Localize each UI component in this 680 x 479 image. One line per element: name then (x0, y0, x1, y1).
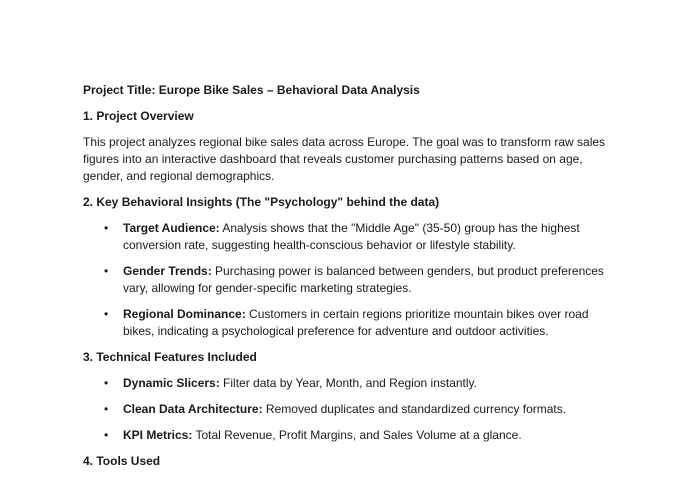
list-item (83, 220, 623, 254)
list-item (83, 427, 623, 444)
document-page (83, 82, 623, 479)
bullet-label: Dynamic Slicers: (123, 376, 220, 390)
project-title: Project Title: Europe Bike Sales – Behavioral Data Analysis (83, 83, 420, 97)
bullet-text: Removed duplicates and standardized currency formats. (262, 402, 567, 416)
bullet-icon: • (104, 307, 109, 321)
overview-paragraph: This project analyzes regional bike sales data across Europe. The goal was to transform raw sales figures into an interactive dashboard that reveals customer purchasing patterns based on age, gender, and regional demographics. (83, 135, 606, 183)
bullet-icon: • (104, 428, 109, 442)
technical-list (83, 375, 623, 444)
section-heading-insights: 2. Key Behavioral Insights (The "Psychology" behind the data) (83, 195, 440, 209)
bullet-label: Clean Data Architecture: (123, 402, 263, 416)
list-item (83, 401, 623, 418)
section-heading-technical: 3. Technical Features Included (83, 350, 257, 364)
list-item (83, 375, 623, 392)
bullet-label: KPI Metrics: (123, 428, 193, 442)
bullet-label: Regional Dominance: (123, 307, 246, 321)
bullet-icon: • (104, 264, 109, 278)
section-heading-tools: 4. Tools Used (83, 454, 161, 468)
bullet-text: Customers in certain regions prioritize mountain bikes over road bikes, indicating a psychological preference for adventure and outdoor activities. (123, 307, 589, 338)
bullet-text: Total Revenue, Profit Margins, and Sales Volume at a glance. (192, 428, 522, 442)
bullet-label: Target Audience: (123, 221, 220, 235)
insights-list (83, 220, 623, 340)
bullet-icon: • (104, 221, 109, 235)
bullet-icon: • (104, 376, 109, 390)
bullet-label: Gender Trends: (123, 264, 212, 278)
bullet-text: Analysis shows that the "Middle Age" (35-50) group has the highest conversion rate, suggesting health-conscious behavior or lifestyle stability. (123, 221, 580, 252)
bullet-icon: • (104, 402, 109, 416)
list-item (83, 306, 623, 340)
section-heading-overview: 1. Project Overview (83, 109, 194, 123)
bullet-text: Purchasing power is balanced between genders, but product preferences vary, allowing for gender-specific marketing strategies. (123, 264, 604, 295)
list-item (83, 263, 623, 297)
bullet-text: Filter data by Year, Month, and Region instantly. (219, 376, 477, 390)
